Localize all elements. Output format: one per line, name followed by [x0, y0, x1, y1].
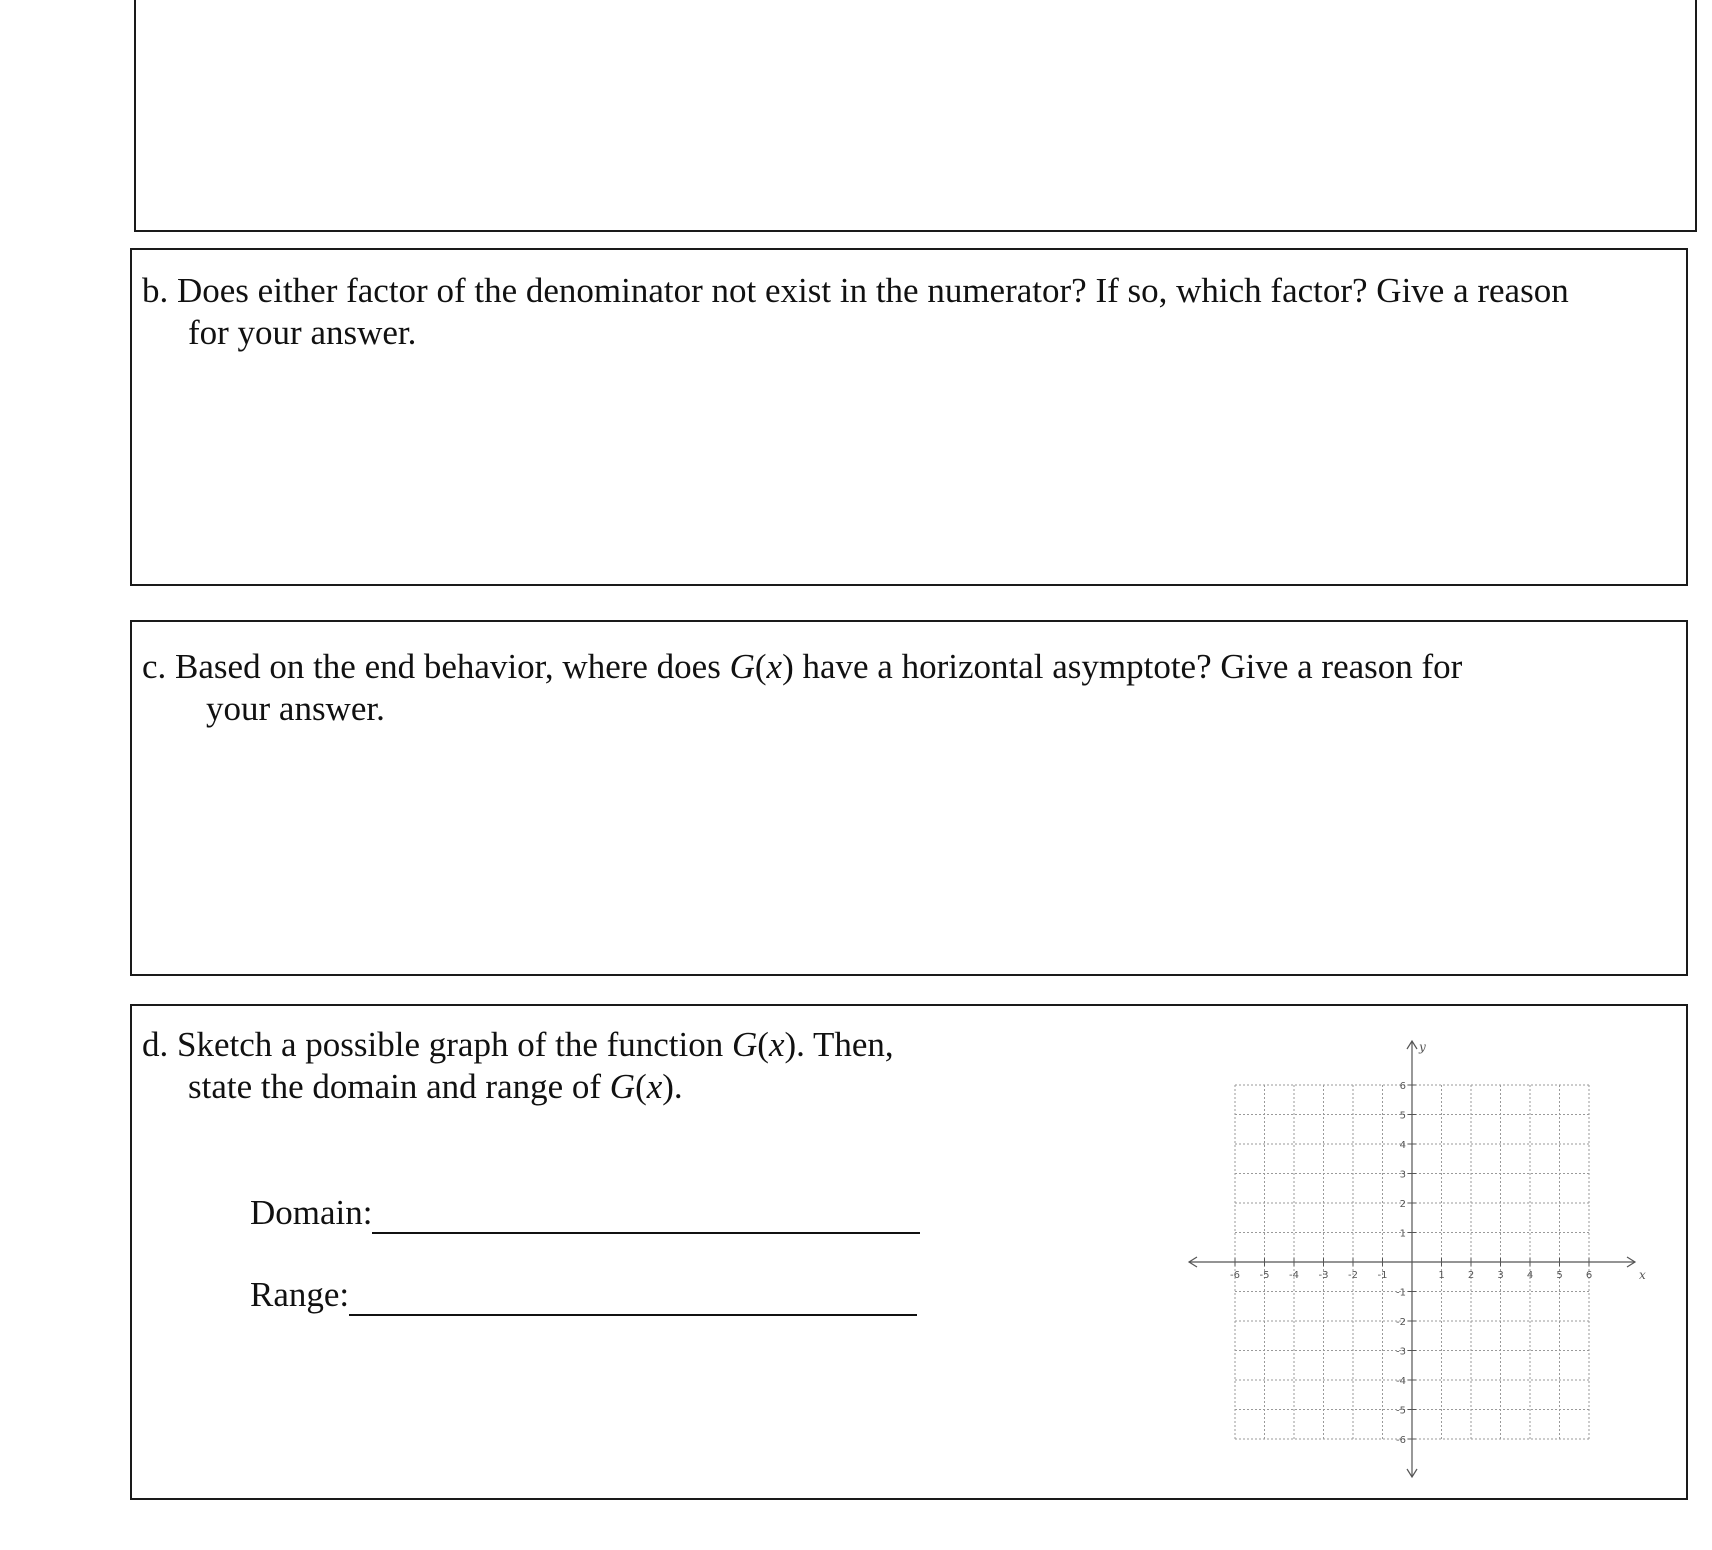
- x-tick-label: 1: [1438, 1270, 1445, 1281]
- x-tick-label: 4: [1526, 1270, 1534, 1281]
- x-axis-label: x: [1639, 1268, 1646, 1282]
- question-c-label: c.: [142, 647, 167, 686]
- x-tick-label: -5: [1259, 1270, 1270, 1281]
- x-tick-label: -1: [1377, 1270, 1388, 1281]
- paren-open: (: [754, 647, 767, 686]
- question-d-line2-post: ).: [662, 1067, 683, 1106]
- y-tick-label: 4: [1399, 1140, 1406, 1151]
- y-tick-label: 1: [1399, 1228, 1406, 1240]
- y-tick-label: -1: [1396, 1287, 1406, 1299]
- paren-open: (: [757, 1025, 769, 1064]
- question-b-text: [142, 270, 1672, 354]
- y-tick-label: -4: [1396, 1376, 1406, 1387]
- question-d-text: [142, 1024, 1042, 1108]
- y-tick-label: -2: [1396, 1317, 1406, 1328]
- question-c-text: [142, 646, 1672, 730]
- function-variable: x: [646, 1067, 663, 1106]
- y-tick-label: -3: [1396, 1346, 1406, 1358]
- question-b-box: [130, 248, 1688, 586]
- range-row: [250, 1274, 917, 1316]
- question-d-line1-pre: Sketch a possible graph of the function: [177, 1025, 733, 1064]
- y-tick-label: 5: [1399, 1110, 1406, 1122]
- x-tick-label: 2: [1467, 1270, 1475, 1281]
- coordinate-grid[interactable]: [1182, 1028, 1646, 1488]
- question-c-line1-post: have a horizontal asymptote? Give a reason for: [793, 647, 1463, 686]
- range-answer-line[interactable]: [349, 1284, 917, 1316]
- question-c-line2: your answer.: [206, 689, 385, 728]
- domain-label: Domain:: [250, 1193, 373, 1232]
- paren-open: (: [635, 1067, 647, 1106]
- x-tick-label: -3: [1318, 1270, 1329, 1281]
- function-name: G: [729, 647, 755, 686]
- question-c-line1-pre: Based on the end behavior, where does: [175, 647, 730, 686]
- x-tick-label: 3: [1497, 1270, 1504, 1281]
- x-tick-label: 6: [1585, 1270, 1593, 1281]
- question-b-line1: Does either factor of the denominator not exist in the numerator? If so, which factor? Give a reason: [177, 271, 1569, 310]
- paren-close: ): [782, 647, 794, 686]
- domain-answer-line[interactable]: [372, 1202, 920, 1234]
- y-tick-label: 3: [1399, 1169, 1406, 1181]
- domain-row: [250, 1192, 920, 1234]
- question-d-box: [130, 1004, 1688, 1500]
- function-variable: x: [768, 1025, 785, 1064]
- function-variable: x: [766, 647, 783, 686]
- y-tick-label: -6: [1396, 1435, 1406, 1446]
- question-d-label: d.: [142, 1025, 169, 1064]
- question-c-box: [130, 620, 1688, 976]
- function-name: G: [732, 1025, 758, 1064]
- function-name: G: [609, 1067, 636, 1106]
- range-label: Range:: [250, 1275, 350, 1314]
- x-tick-label: -6: [1230, 1270, 1240, 1281]
- question-b-line2: for your answer.: [188, 313, 417, 352]
- question-b-label: b.: [142, 271, 169, 310]
- question-d-line1-post: ). Then,: [784, 1025, 894, 1064]
- question-d-line2-pre: state the domain and range of: [188, 1067, 610, 1106]
- y-axis-label: y: [1419, 1040, 1426, 1054]
- y-tick-label: 2: [1399, 1199, 1406, 1210]
- y-tick-label: 6: [1399, 1081, 1406, 1092]
- x-tick-label: -2: [1348, 1270, 1358, 1281]
- question-d-line2: [142, 1066, 1042, 1108]
- answer-box-a: [134, 0, 1697, 232]
- x-tick-label: 5: [1556, 1270, 1563, 1281]
- x-tick-label: -4: [1289, 1270, 1299, 1281]
- y-tick-label: -5: [1396, 1405, 1406, 1417]
